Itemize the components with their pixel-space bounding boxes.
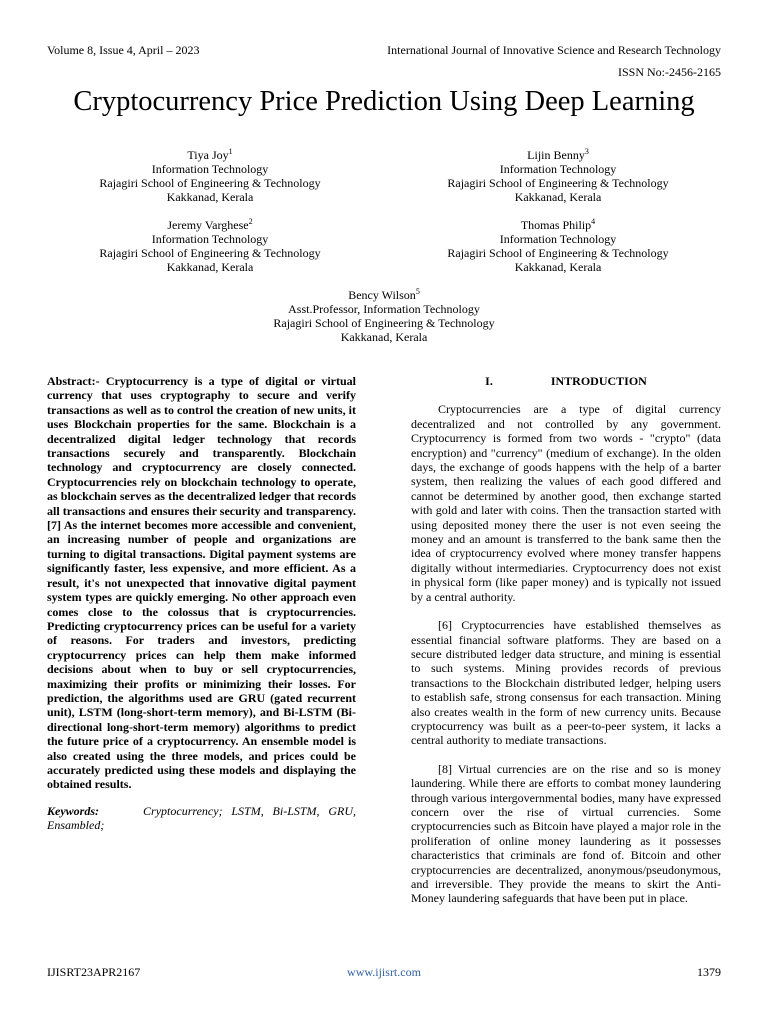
keywords-label: Keywords:: [47, 803, 99, 818]
section-title: INTRODUCTION: [550, 374, 647, 388]
section-number: I.: [485, 374, 493, 388]
author-name: Lijin Benny$^3$: [527, 147, 589, 162]
author-block-4: [398, 218, 718, 274]
author-role: Information Technology: [499, 162, 617, 176]
intro-paragraph-3: [8] Virtual currencies are on the rise and so is money laundering. While there are efforts to combat money laundering through various intergovernmental bodies, many have expressed concern over the rise of virtual currencies. Some cryptocurrencies such as Bitcoin have played a major role in the proliferation of online money laundering as it possesses characteristics that criminals are fond of. Bitcoin and other cryptocurrencies are decentralized, anonymous/pseudonymous, and irreversible. They provide the means to skirt the Anti-Money laundering safeguards that have been put in place.: [411, 761, 721, 906]
keywords-text: Cryptocurrency; LSTM, Bi-LSTM, GRU, Ensambled;: [47, 803, 357, 833]
author-institution: Rajagiri School of Engineering & Technology: [447, 246, 669, 260]
paper-title: Cryptocurrency Price Prediction Using Deep Learning: [73, 86, 695, 117]
author-name: Tiya Joy$^1$: [187, 147, 233, 162]
keywords: [47, 804, 356, 833]
left-column: [47, 374, 356, 833]
author-name: Jeremy Varghese$^2$: [167, 217, 253, 232]
author-institution: Rajagiri School of Engineering & Technology: [447, 176, 669, 190]
author-location: Kakkanad, Kerala: [514, 260, 602, 274]
author-block-2: [50, 218, 370, 274]
author-role: Information Technology: [151, 232, 269, 246]
journal-name: International Journal of Innovative Science and Research Technology: [387, 43, 721, 57]
author-location: Kakkanad, Kerala: [166, 190, 254, 204]
author-location: Kakkanad, Kerala: [166, 260, 254, 274]
author-institution: Rajagiri School of Engineering & Technology: [99, 246, 321, 260]
author-role: Information Technology: [499, 232, 617, 246]
author-institution: Rajagiri School of Engineering & Technology: [99, 176, 321, 190]
intro-paragraph-2: [6] Cryptocurrencies have established themselves as essential financial software platforms. They are based on a secure distributed ledger data structure, and mining is essential to such systems. Mining provides records of previous transactions to the Blockchain distributed ledger, helping users to establish safe, strong consensus for each transaction. Mining also creates wealth in the form of new currency units. Because cryptocurrency was built as a peer-to-peer system, it lacks a central authority to mediate transactions.: [411, 618, 721, 748]
author-name: Thomas Philip$^4$: [520, 217, 596, 232]
page-number: 1379: [697, 965, 721, 979]
author-block-1: [50, 148, 370, 204]
author-institution: Rajagiri School of Engineering & Technology: [273, 316, 495, 330]
journal-volume: Volume 8, Issue 4, April – 2023: [47, 43, 200, 57]
intro-paragraph-1: Cryptocurrencies are a type of digital currency decentralized and not controlled by any government. Cryptocurrency is formed from two words - "crypto" (data encryption) and "currency" (medium of exchange). In the olden days, the exchange of goods happens with the help of a barter system, then realizing the values of each good differed and cannot be determined by another good, then exchange started with gold and later with coins. Then the transaction started with using deposited money there the user is not even seeing the money and an amount is transferred to the bank same then the idea of cryptocurrency evolved where money transfer happens digitally without intermediaries. Cryptocurrency does not exist in physical form (like paper money) and is typically not issued by a central authority.: [411, 402, 721, 604]
paper-code: IJISRT23APR2167: [47, 965, 141, 979]
journal-issn: ISSN No:-2456-2165: [617, 65, 721, 79]
author-role: Asst.Professor, Information Technology: [288, 302, 480, 316]
journal-website-link[interactable]: www.ijisrt.com: [347, 965, 421, 979]
right-column: [411, 374, 721, 920]
author-role: Information Technology: [151, 162, 269, 176]
author-location: Kakkanad, Kerala: [514, 190, 602, 204]
author-block-5: [224, 288, 544, 344]
section-heading: [411, 374, 721, 388]
abstract: Abstract:- Cryptocurrency is a type of digital or virtual currency that uses cryptography to secure and verify transactions as well as to control the creation of new units, it uses Blockchain properties for the same. Blockchain is a decentralized digital ledger technology that records transactions securely and transparently. Blockchain technology and cryptocurrency are closely connected. Cryptocurrencies rely on blockchain technology to operate, as blockchain serves as the decentralized ledger that records all transactions and ensures their security and transparency. [7] As the internet becomes more accessible and convenient, an increasing number of people and organizations are turning to digital transactions. Digital payment systems are significantly faster, less expensive, and more efficient. As a result, it's not unexpected that innovative digital payment system types are quickly emerging. No other approach even comes close to the colossus that is cryptocurrencies. Predicting cryptocurrency prices can be useful for a variety of reasons. For traders and investors, predicting cryptocurrency prices can help them make informed decisions about when to buy or sell cryptocurrencies, maximizing their profits or minimizing their losses. For prediction, the algorithms used are GRU (gated recurrent unit), LSTM (long-short-term memory), and Bi-LSTM (Bi-directional long-short-term memory) algorithms to predict the future price of a cryptocurrency. An ensemble model is also created using the three models, and prices could be accurately predicted using these models and displaying the obtained results.: [47, 374, 356, 792]
author-block-3: [398, 148, 718, 204]
author-location: Kakkanad, Kerala: [340, 330, 428, 344]
author-name: Bency Wilson$^5$: [348, 287, 420, 302]
